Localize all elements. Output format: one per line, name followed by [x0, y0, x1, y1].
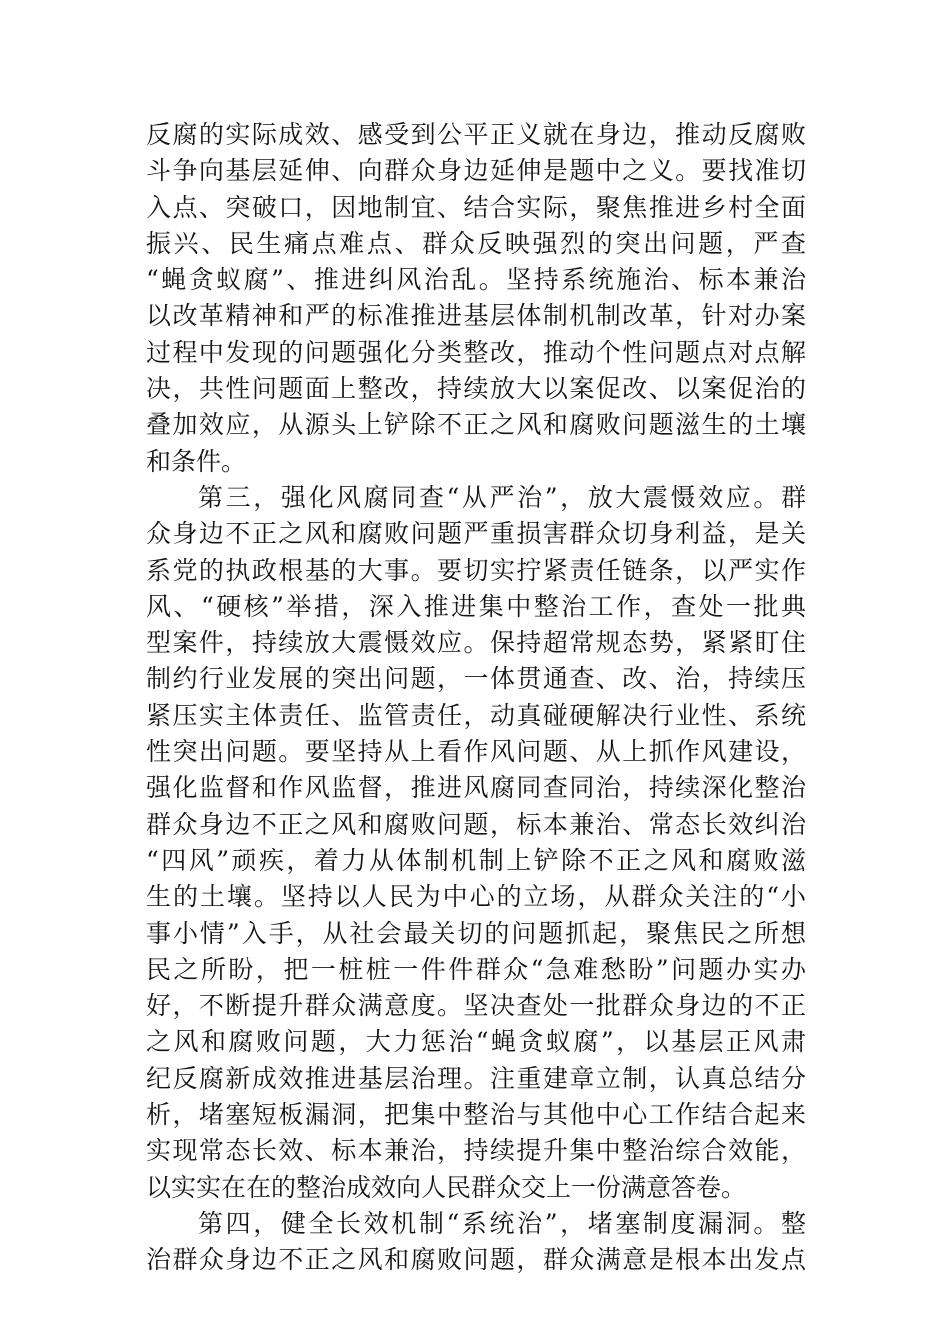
text-line: 斗争向基层延伸、向群众身边延伸是题中之义。要找准切: [146, 156, 806, 186]
text-line: 析，堵塞短板漏洞，把集中整治与其他中心工作结合起来: [146, 1100, 806, 1130]
text-line: “四风”顽疾，着力从体制机制上铲除不正之风和腐败滋: [146, 845, 806, 875]
text-line: 实现常态长效、标本兼治，持续提升集中整治综合效能，: [146, 1136, 806, 1166]
text-line: 型案件，持续放大震慑效应。保持超常规态势，紧紧盯住: [146, 628, 806, 658]
text-line: 系党的执政根基的大事。要切实拧紧责任链条，以严实作: [146, 555, 806, 585]
body-text: [146, 117, 806, 1279]
paragraph-first-line: 第四，健全长效机制“系统治”，堵塞制度漏洞。整: [198, 1208, 806, 1238]
text-line: 决，共性问题面上整改，持续放大以案促改、以案促治的: [146, 374, 806, 404]
text-line: 叠加效应，从源头上铲除不正之风和腐败问题滋生的土壤: [146, 410, 806, 440]
text-line: 紧压实主体责任、监管责任，动真碰硬解决行业性、系统: [146, 700, 806, 730]
text-line: 入点、突破口，因地制宜、结合实际，聚焦推进乡村全面: [146, 192, 806, 222]
text-line: 生的土壤。坚持以人民为中心的立场，从群众关注的“小: [146, 882, 806, 912]
text-line: 民之所盼，把一桩桩一件件群众“急难愁盼”问题办实办: [146, 954, 806, 984]
text-line: 和条件。: [146, 446, 247, 476]
text-line: 纪反腐新成效推进基层治理。注重建章立制，认真总结分: [146, 1063, 806, 1093]
text-line: 振兴、民生痛点难点、群众反映强烈的突出问题，严查: [146, 228, 806, 258]
text-line: 强化监督和作风监督，推进风腐同查同治，持续深化整治: [146, 773, 806, 803]
text-line: 之风和腐败问题，大力惩治“蝇贪蚁腐”，以基层正风肃: [146, 1027, 806, 1057]
text-line: 性突出问题。要坚持从上看作风问题、从上抓作风建设，: [146, 737, 806, 767]
text-line: 过程中发现的问题强化分类整改，推动个性问题点对点解: [146, 337, 806, 367]
text-line: 众身边不正之风和腐败问题严重损害群众切身利益，是关: [146, 519, 806, 549]
text-line: 治群众身边不正之风和腐败问题，群众满意是根本出发点: [146, 1245, 806, 1275]
text-line: 以实实在在的整治成效向人民群众交上一份满意答卷。: [146, 1172, 747, 1202]
text-line: 制约行业发展的突出问题，一体贯通查、改、治，持续压: [146, 664, 806, 694]
text-line: 群众身边不正之风和腐败问题，标本兼治、常态长效纠治: [146, 809, 806, 839]
paragraph-first-line: 第三，强化风腐同查“从严治”，放大震慑效应。群: [198, 482, 806, 512]
text-line: 风、“硬核”举措，深入推进集中整治工作，查处一批典: [146, 591, 806, 621]
text-line: 以改革精神和严的标准推进基层体制机制改革，针对办案: [146, 301, 806, 331]
text-line: 反腐的实际成效、感受到公平正义就在身边，推动反腐败: [146, 120, 806, 149]
text-line: “蝇贪蚁腐”、推进纠风治乱。坚持系统施治、标本兼治: [146, 265, 806, 295]
text-line: 事小情”入手，从社会最关切的问题抓起，聚焦民之所想: [146, 918, 806, 948]
text-line: 好，不断提升群众满意度。坚决查处一批群众身边的不正: [146, 991, 806, 1021]
